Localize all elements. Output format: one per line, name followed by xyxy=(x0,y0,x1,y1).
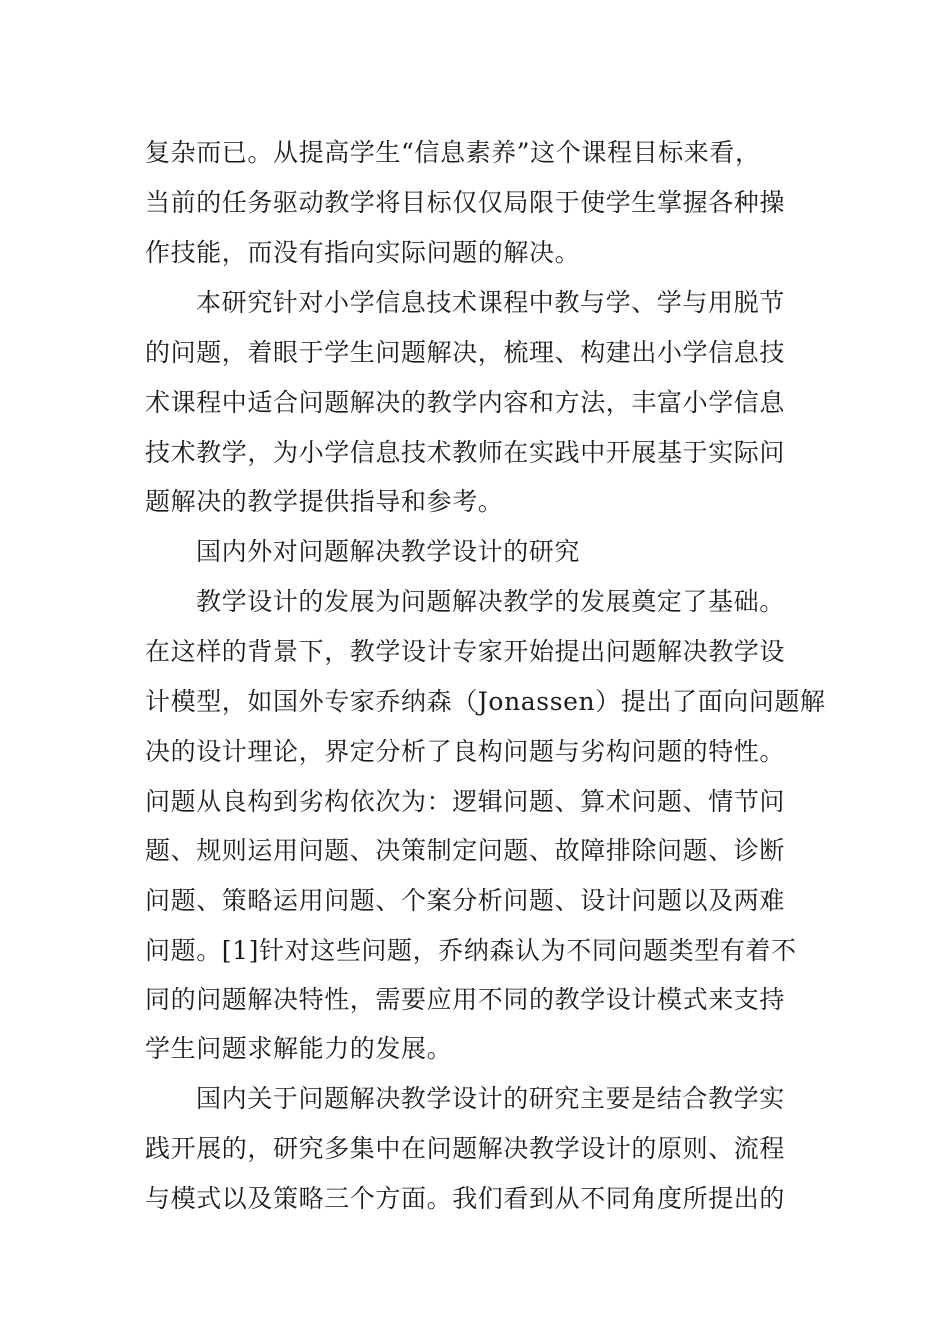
text-line: 践开展的，研究多集中在问题解决教学设计的原则、流程 xyxy=(145,1134,786,1163)
text-line: 同的问题解决特性，需要应用不同的教学设计模式来支持 xyxy=(145,985,786,1014)
text-line: 的问题，着眼于学生问题解决，梳理、构建出小学信息技 xyxy=(145,338,786,367)
text-line: 学生问题求解能力的发展。 xyxy=(145,1034,453,1063)
text-line: 术课程中适合问题解决的教学内容和方法，丰富小学信息 xyxy=(145,388,786,417)
text-line: 问题从良构到劣构依次为：逻辑问题、算术问题、情节问 xyxy=(145,787,786,816)
paragraph-start-line: 国内关于问题解决教学设计的研究主要是结合教学实 xyxy=(196,1084,785,1113)
text-line: 决的设计理论，界定分析了良构问题与劣构问题的特性。 xyxy=(145,737,786,766)
section-heading: 国内外对问题解决教学设计的研究 xyxy=(196,537,581,566)
text-line: 当前的任务驱动教学将目标仅仅局限于使学生掌握各种操 xyxy=(145,188,786,217)
text-line: 题、规则运用问题、决策制定问题、故障排除问题、诊断 xyxy=(145,836,786,865)
text-line: 与模式以及策略三个方面。我们看到从不同角度所提出的 xyxy=(145,1184,786,1213)
paragraph-start-line: 教学设计的发展为问题解决教学的发展奠定了基础。 xyxy=(196,587,785,616)
text-line: 复杂而已。从提高学生“信息素养”这个课程目标来看， xyxy=(145,138,761,167)
paragraph-start-line: 本研究针对小学信息技术课程中教与学、学与用脱节 xyxy=(196,288,785,317)
text-line: 问题。[1]针对这些问题，乔纳森认为不同问题类型有着不 xyxy=(145,936,797,965)
text-line: 题解决的教学提供指导和参考。 xyxy=(145,487,504,516)
text-line: 技术教学，为小学信息技术教师在实践中开展基于实际问 xyxy=(145,438,786,467)
text-line: 在这样的背景下，教学设计专家开始提出问题解决教学设 xyxy=(145,637,786,666)
text-line: 问题、策略运用问题、个案分析问题、设计问题以及两难 xyxy=(145,886,786,915)
text-line: 计模型，如国外专家乔纳森（Jonassen）提出了面向问题解 xyxy=(145,687,826,716)
text-line: 作技能，而没有指向实际问题的解决。 xyxy=(145,238,581,267)
